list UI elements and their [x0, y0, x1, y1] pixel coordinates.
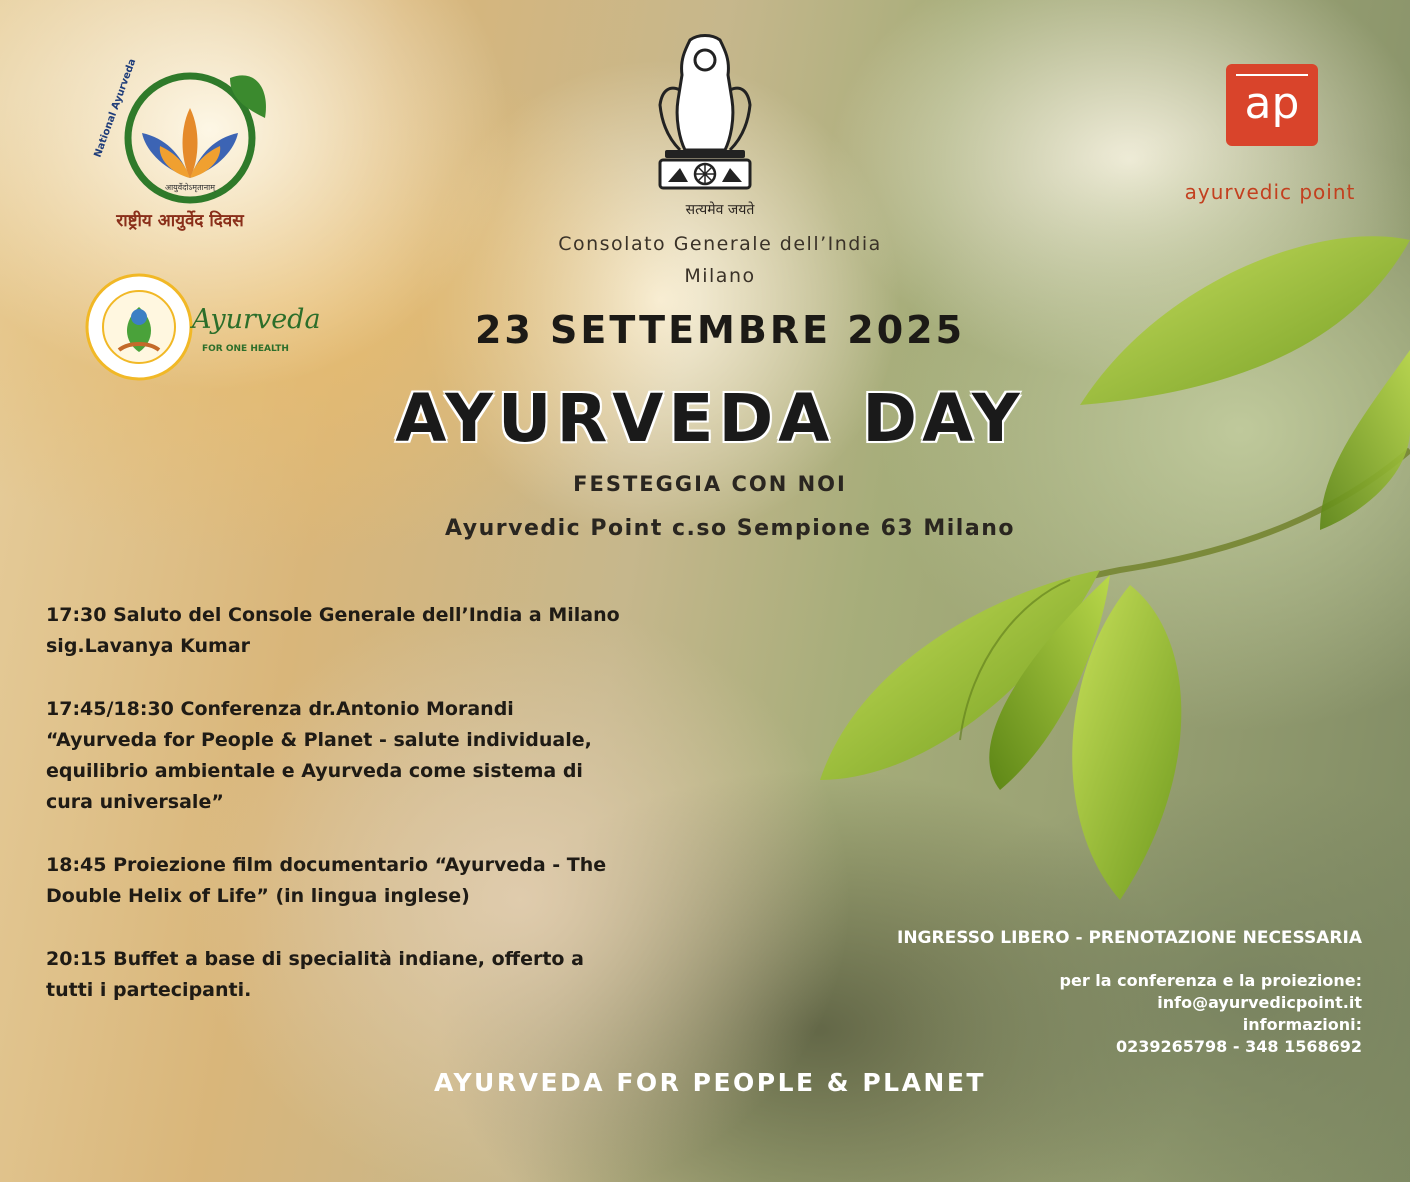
contact-block [900, 970, 1362, 1058]
contact-intro: per la conferenza e la proiezione: [1059, 971, 1362, 990]
event-address: Ayurvedic Point c.so Sempione 63 Milano [445, 516, 1015, 541]
consolato-heading [470, 228, 970, 292]
footer-tagline: AYURVEDA FOR PEOPLE & PLANET [434, 1068, 986, 1097]
event-title: AYURVEDA DAY [395, 380, 1025, 457]
ayurvedic-point-label: ayurvedic point [1184, 180, 1356, 204]
program-item-1730: 17:30 Saluto del Console Generale dell’India a Milano sig.Lavanya Kumar [46, 604, 620, 657]
ayurveda-script-text: Ayurveda [192, 304, 321, 335]
one-health-subtext: FOR ONE HEALTH [202, 344, 289, 354]
event-date: 23 SETTEMBRE 2025 [474, 308, 966, 352]
ap-logo-icon [1226, 64, 1318, 146]
sanskrit-text: आयुर्वेदोऽमृतानाम् [164, 183, 216, 192]
lotus-logo-icon [80, 58, 280, 208]
program-list [46, 600, 626, 1038]
ashoka-emblem-icon [650, 30, 760, 200]
ayurveda-one-health-logo [84, 272, 324, 402]
one-health-badge-icon [84, 272, 194, 382]
ingresso-notice: INGRESSO LIBERO - PRENOTAZIONE NECESSARIA [897, 928, 1362, 948]
emblem-motto: सत्यमेव जयते [685, 202, 755, 218]
program-item-1745: 17:45/18:30 Conferenza dr.Antonio Morandi “Ayurveda for People & Planet - salute individuale, equilibrio ambientale e Ayurveda come sistema di cura universale” [46, 698, 592, 813]
contact-info-label: informazioni: [1242, 1015, 1362, 1034]
consolato-line-1: Consolato Generale dell’India [558, 233, 882, 255]
ap-mark: ap [1244, 78, 1300, 129]
arc-text: National Ayurveda Day [92, 58, 147, 160]
consolato-line-2: Milano [684, 265, 756, 287]
contact-email[interactable]: info@ayurvedicpoint.it [1157, 993, 1362, 1012]
program-item-2015: 20:15 Buffet a base di specialità indiane, offerto a tutti i partecipanti. [46, 948, 584, 1001]
program-item-1845: 18:45 Proiezione film documentario “Ayurveda - The Double Helix of Life” (in lingua inglese) [46, 854, 607, 907]
national-ayurveda-day-logo [80, 58, 280, 238]
event-subtitle: FESTEGGIA CON NOI [573, 472, 847, 496]
hindi-caption: राष्ट्रीय आयुर्वेद दिवस [116, 211, 244, 231]
contact-phone[interactable]: 0239265798 - 348 1568692 [1115, 1037, 1362, 1056]
